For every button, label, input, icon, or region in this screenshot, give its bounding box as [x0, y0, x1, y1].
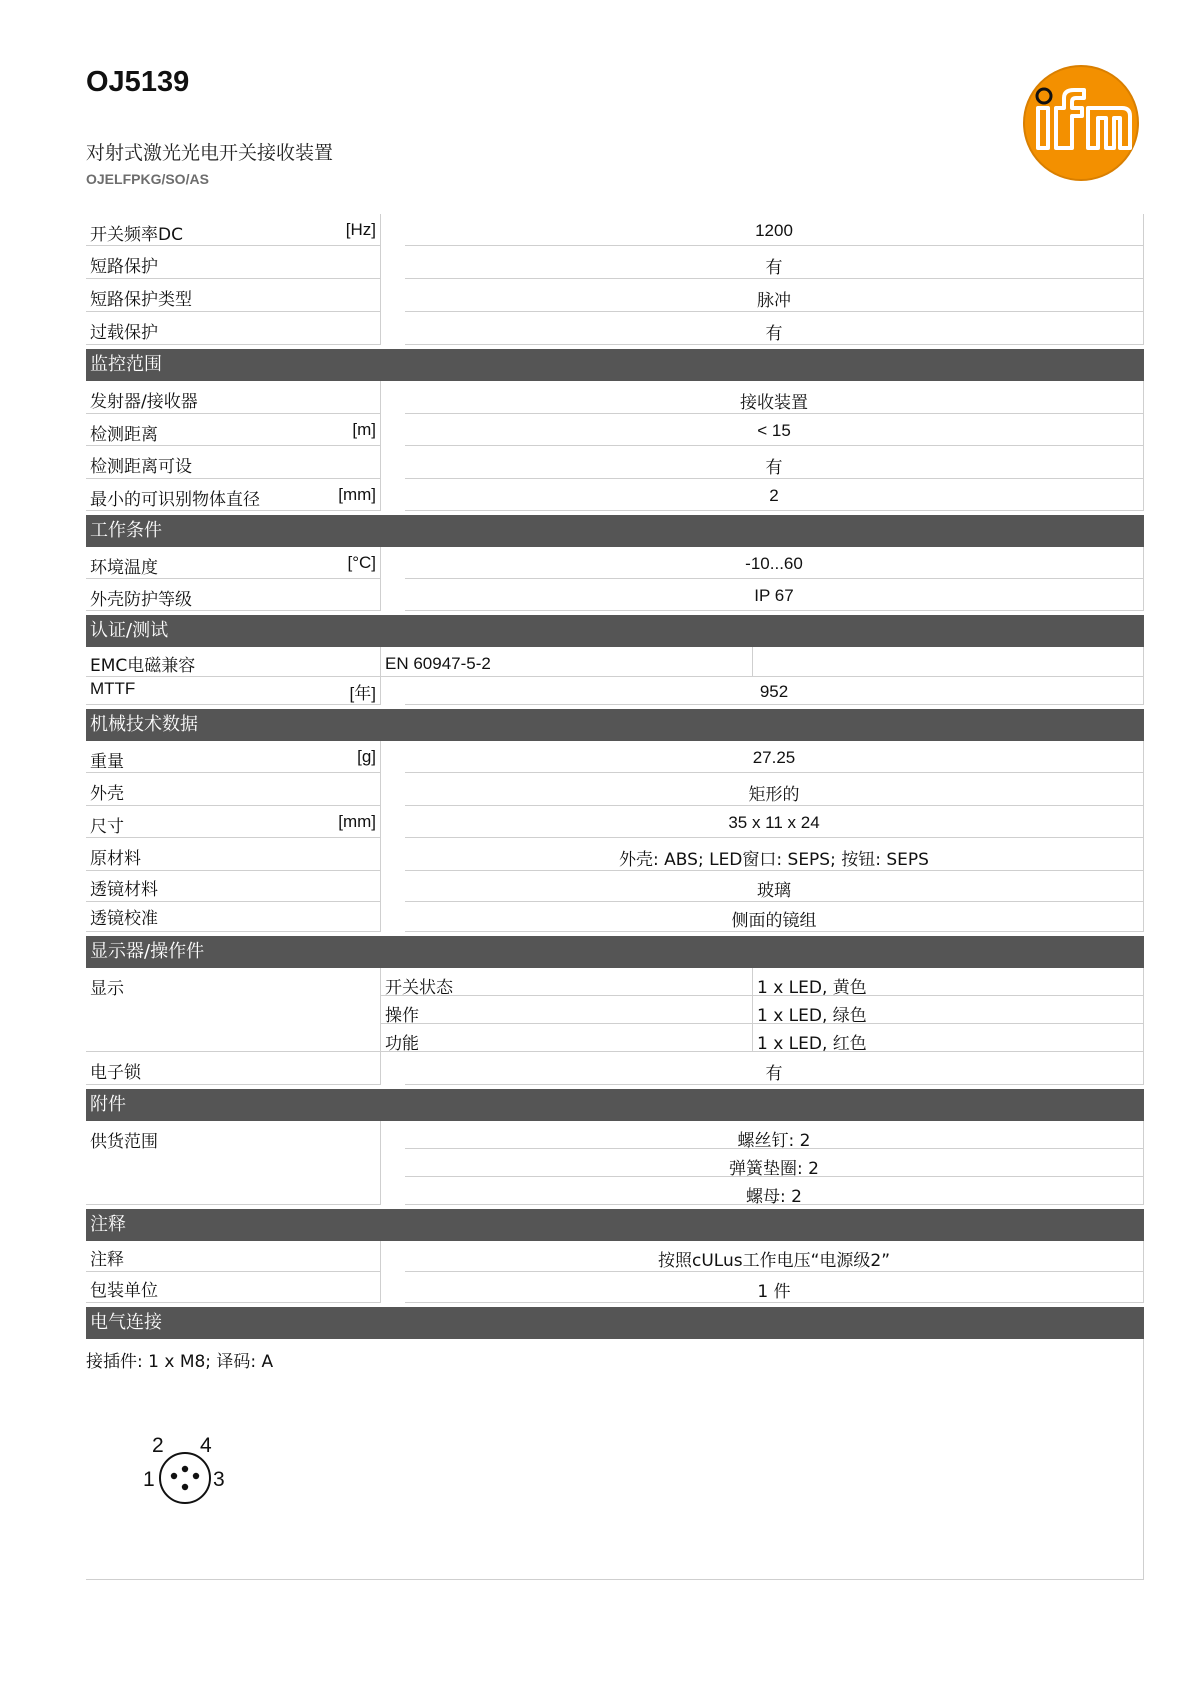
pin-label-1: 1 [143, 1468, 155, 1491]
spec-unit: [Hz] [345, 220, 376, 239]
spec-label: 开关频率DC [90, 225, 183, 245]
m8-connector-pinout-icon [86, 1375, 286, 1575]
spec-unit: [年] [349, 684, 376, 703]
spec-value: 有 [405, 246, 1144, 279]
spec-row [86, 647, 1144, 677]
spec-label: 发射器/接收器 [90, 392, 198, 412]
spec-row [86, 838, 1144, 871]
display-item-key: 操作 [381, 996, 753, 1024]
spec-label: 检测距离 [90, 425, 158, 445]
spec-value: 1 件 [405, 1272, 1144, 1303]
pin-label-4: 4 [200, 1434, 212, 1457]
product-subtitle: 对射式激光光电开关接收装置 [86, 142, 334, 164]
spec-value: 1200 [405, 214, 1144, 246]
spec-value: 27.25 [405, 741, 1144, 773]
spec-value: 玻璃 [405, 871, 1144, 902]
display-item-key: 开关状态 [381, 968, 753, 996]
product-title: OJ5139 [86, 66, 190, 98]
section-header-remarks: 注释 [86, 1209, 1144, 1241]
pin-label-3: 3 [213, 1468, 225, 1491]
spec-row [86, 773, 1144, 806]
spec-label: EMC电磁兼容 [90, 656, 196, 676]
spec-unit: [m] [352, 420, 376, 439]
section-header-operating: 工作条件 [86, 515, 1144, 547]
spec-unit: [mm] [338, 812, 376, 831]
spec-label: 短路保护类型 [90, 290, 192, 310]
spec-row [86, 547, 1144, 579]
section-header-monitoring: 监控范围 [86, 349, 1144, 381]
display-item-value: 1 x LED, 绿色 [753, 996, 1144, 1024]
spec-label: 注释 [90, 1250, 124, 1270]
spec-value: 952 [405, 677, 1144, 705]
spec-label: 显示 [86, 968, 381, 1052]
spec-unit: [g] [357, 747, 376, 766]
display-item [381, 968, 1144, 996]
spec-value: EN 60947-5-2 [381, 647, 753, 677]
spec-unit: [°C] [347, 553, 376, 572]
spec-row [86, 579, 1144, 611]
spec-label: 透镜校准 [90, 909, 158, 929]
spec-value: 有 [405, 446, 1144, 479]
spec-row [86, 741, 1144, 773]
accessory-item: 螺丝钉: 2 [405, 1121, 1144, 1149]
accessory-item: 弹簧垫圈: 2 [405, 1149, 1144, 1177]
spec-row [86, 279, 1144, 312]
spec-value: < 15 [405, 414, 1144, 446]
spec-value: -10...60 [405, 547, 1144, 579]
spec-row [86, 414, 1144, 446]
spec-row [86, 677, 1144, 705]
display-item-value: 1 x LED, 红色 [753, 1024, 1144, 1052]
spec-row [86, 968, 1144, 1052]
spec-value: IP 67 [405, 579, 1144, 611]
spec-label: 供货范围 [86, 1121, 381, 1205]
spec-label: 包装单位 [90, 1281, 158, 1301]
spec-label: 原材料 [90, 849, 141, 869]
spec-value: 35 x 11 x 24 [405, 806, 1144, 838]
connector-description: 接插件: 1 x M8; 译码: A [86, 1352, 274, 1372]
display-item [381, 996, 1144, 1024]
spec-value: 矩形的 [405, 773, 1144, 806]
spec-label: 环境温度 [90, 558, 158, 578]
spec-value: 有 [405, 1052, 1144, 1085]
spec-label: 重量 [90, 752, 124, 772]
spec-label: 外壳 [90, 784, 124, 804]
spec-value: 侧面的镜组 [405, 902, 1144, 932]
spec-row [86, 1052, 1144, 1085]
spec-value: 有 [405, 312, 1144, 345]
section-header-display: 显示器/操作件 [86, 936, 1144, 968]
spec-row [86, 381, 1144, 414]
spec-row [86, 214, 1144, 246]
spec-value: 脉冲 [405, 279, 1144, 312]
display-item-key: 功能 [381, 1024, 753, 1052]
product-code: OJELFPKG/SO/AS [86, 171, 209, 187]
spec-label: 过载保护 [90, 323, 158, 343]
connection-panel [86, 1339, 1144, 1580]
section-header-electrical: 电气连接 [86, 1307, 1144, 1339]
spec-label: 短路保护 [90, 257, 158, 277]
spec-row [86, 1121, 1144, 1205]
spec-value: 外壳: ABS; LED窗口: SEPS; 按钮: SEPS [405, 838, 1144, 871]
accessory-item: 螺母: 2 [405, 1177, 1144, 1205]
section-header-mechanical: 机械技术数据 [86, 709, 1144, 741]
section-header-tests: 认证/测试 [86, 615, 1144, 647]
spec-row [86, 1272, 1144, 1303]
ifm-logo [1022, 64, 1140, 182]
spec-label: 尺寸 [90, 817, 124, 837]
pin-label-2: 2 [152, 1434, 164, 1457]
spec-row [86, 902, 1144, 932]
spec-label: 透镜材料 [90, 880, 158, 900]
spec-label: 检测距离可设 [90, 457, 192, 477]
spec-row [86, 871, 1144, 902]
spec-value: 接收装置 [405, 381, 1144, 414]
spec-row [86, 806, 1144, 838]
spec-value: 按照cULus工作电压“电源级2” [405, 1241, 1144, 1272]
spec-row [86, 246, 1144, 279]
spec-row [86, 312, 1144, 345]
spec-label: 最小的可识别物体直径 [90, 490, 260, 510]
spec-label: 电子锁 [90, 1063, 141, 1083]
spec-row [86, 446, 1144, 479]
spec-label: 外壳防护等级 [90, 590, 192, 610]
spec-table [86, 214, 1144, 1580]
spec-label: MTTF [90, 679, 136, 698]
display-item [381, 1024, 1144, 1052]
spec-unit: [mm] [338, 485, 376, 504]
spec-row [86, 1241, 1144, 1272]
spec-value: 2 [405, 479, 1144, 511]
section-header-accessories: 附件 [86, 1089, 1144, 1121]
display-item-value: 1 x LED, 黄色 [753, 968, 1144, 996]
spec-row [86, 479, 1144, 511]
